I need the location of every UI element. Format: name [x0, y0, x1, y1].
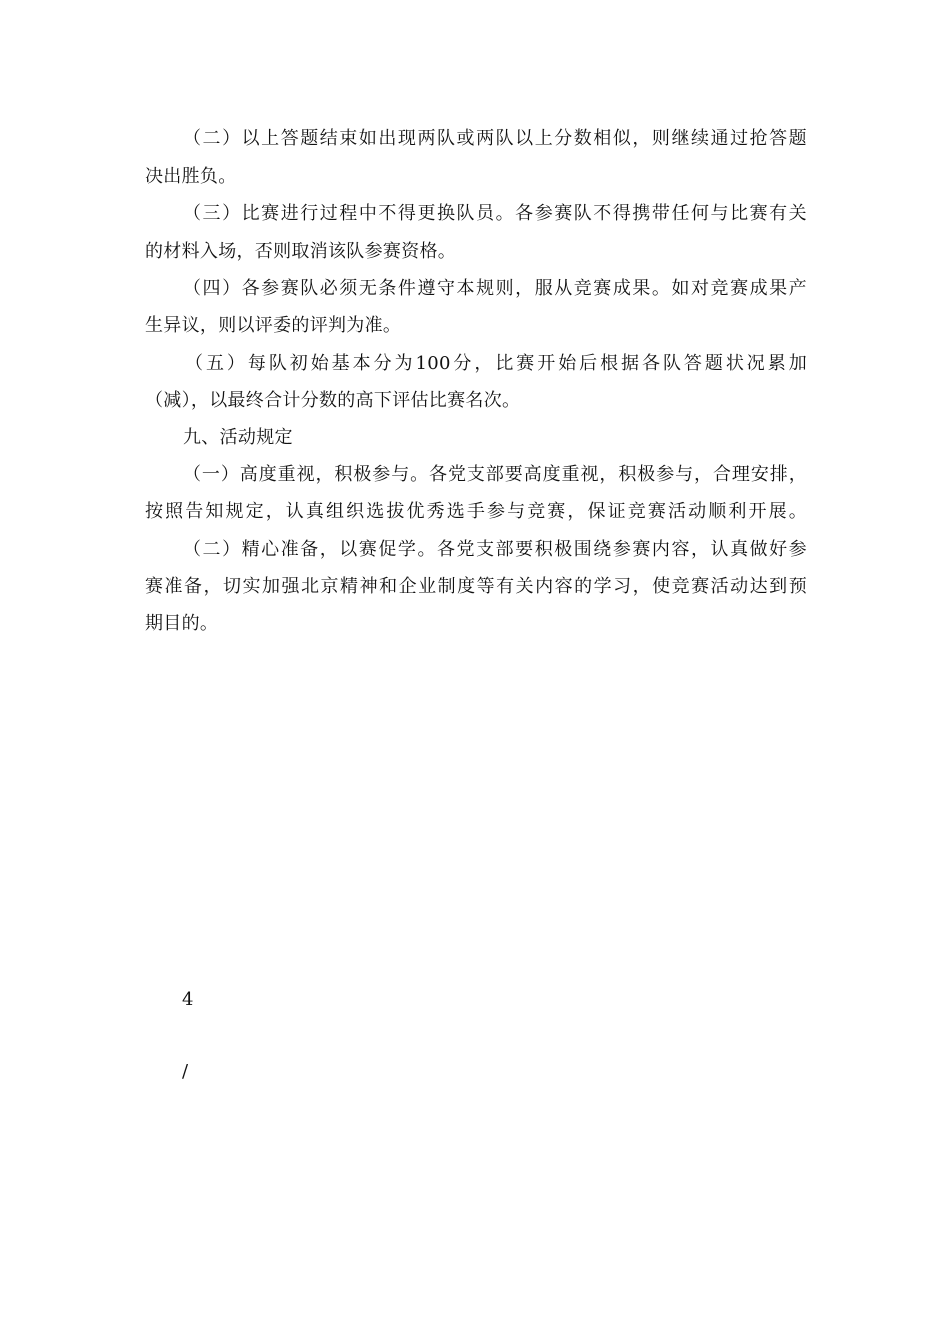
paragraph-2-line-2: 决出胜负。	[145, 166, 237, 187]
rule-2-line-3: 期目的。	[145, 613, 219, 634]
paragraph-3-line-2: 的材料入场，否则取消该队参赛资格。	[145, 241, 457, 262]
paragraph-4-line-1: （四）各参赛队必须无条件遵守本规则，服从竞赛成果。如对竞赛成果产	[183, 278, 807, 299]
paragraph-4-line-2: 生异议，则以评委的评判为准。	[145, 315, 402, 336]
paragraph-5-line-1: （五）每队初始基本分为100分，比赛开始后根据各队答题状况累加	[185, 353, 807, 374]
rule-2-line-2: 赛准备，切实加强北京精神和企业制度等有关内容的学习，使竞赛活动达到预	[145, 576, 807, 597]
paragraph-3-line-1: （三）比赛进行过程中不得更换队员。各参赛队不得携带任何与比赛有关	[183, 203, 807, 224]
paragraph-5-line-2: （减），以最终合计分数的高下评估比赛名次。	[145, 390, 521, 411]
rule-2-line-1: （二）精心准备，以赛促学。各党支部要积极围绕参赛内容，认真做好参	[183, 539, 807, 560]
rule-1-line-1: （一）高度重视，积极参与。各党支部要高度重视，积极参与，合理安排，	[183, 464, 807, 485]
rule-1-line-2: 按照告知规定，认真组织选拔优秀选手参与竞赛，保证竞赛活动顺利开展。	[145, 501, 807, 522]
page-number: 4	[182, 989, 194, 1010]
page-separator: /	[182, 1061, 189, 1082]
paragraph-2-line-1: （二）以上答题结束如出现两队或两队以上分数相似，则继续通过抢答题	[183, 128, 807, 149]
section-heading: 九、活动规定	[183, 427, 293, 448]
